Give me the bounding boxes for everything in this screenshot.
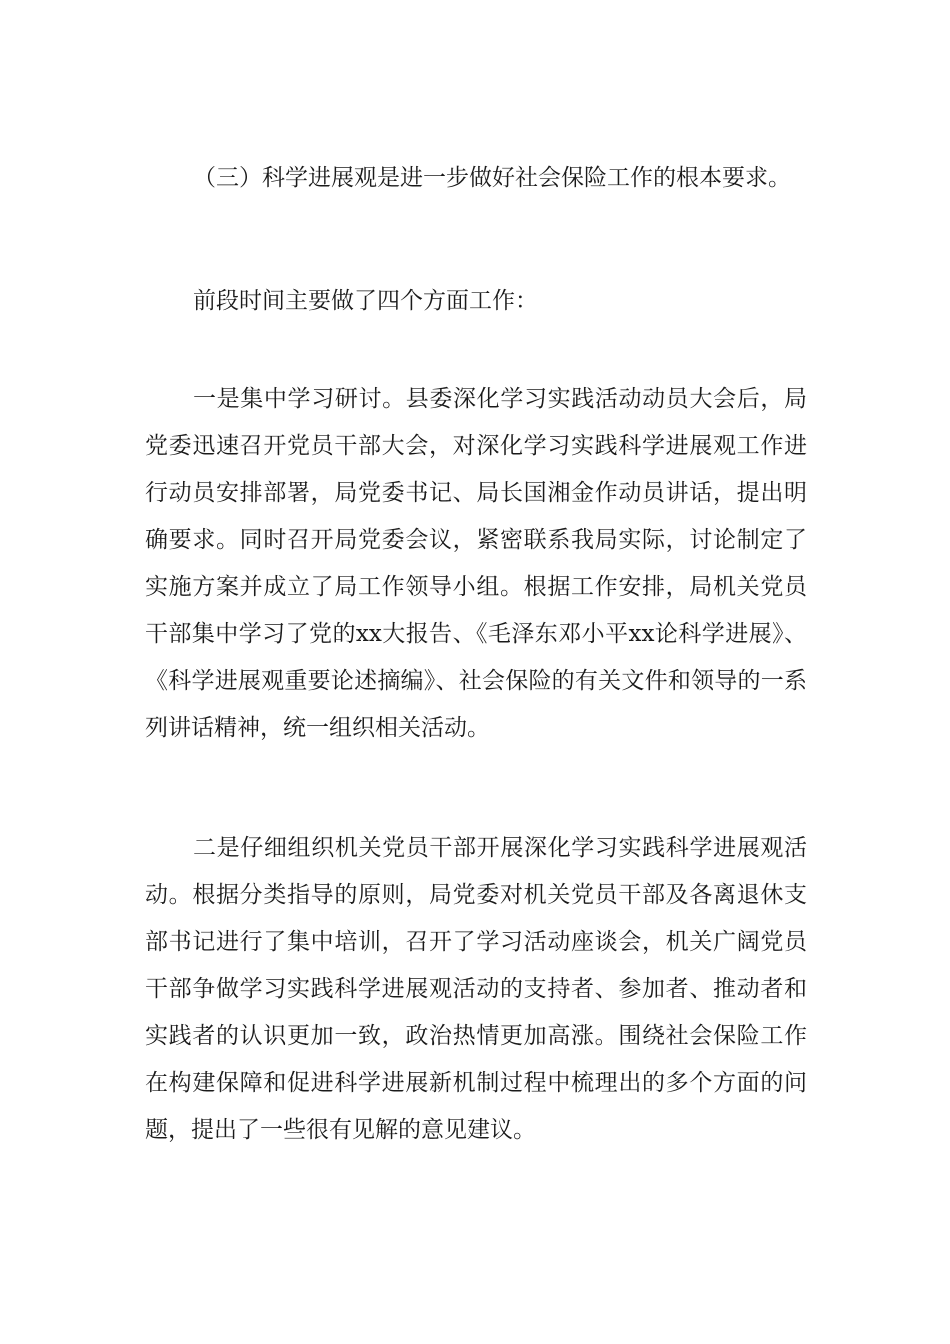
- section-heading: （三）科学进展观是进一步做好社会保险工作的根本要求。: [193, 165, 791, 191]
- intro-paragraph: 前段时间主要做了四个方面工作：: [193, 288, 538, 314]
- paragraph-two: 二是仔细组织机关党员干部开展深化学习实践科学进展观活动。根据分类指导的原则，局党委对机关党员干部及各离退休支部书记进行了集中培训，召开了学习活动座谈会，机关广阔党员干部争做学习实践科学进展观活动的支持者、参加者、推动者和实践者的认识更加一致，政治热情更加高涨。围绕社会保险工作在构建保障和促进科学进展新机制过程中梳理出的多个方面的问题，提出了一些很有见解的意见建议。: [145, 835, 807, 1143]
- paragraph-one: 一是集中学习研讨。县委深化学习实践活动动员大会后，局党委迅速召开党员干部大会，对深化学习实践科学进展观工作进行动员安排部署，局党委书记、局长国湘金作动员讲话，提出明确要求。同时召开局党委会议，紧密联系我局实际，讨论制定了实施方案并成立了局工作领导小组。根据工作安排，局机关党员干部集中学习了党的xx大报告、《毛泽东邓小平xx论科学进展》、《科学进展观重要论述摘编》、社会保险的有关文件和领导的一系列讲话精神，统一组织相关活动。: [145, 386, 807, 741]
